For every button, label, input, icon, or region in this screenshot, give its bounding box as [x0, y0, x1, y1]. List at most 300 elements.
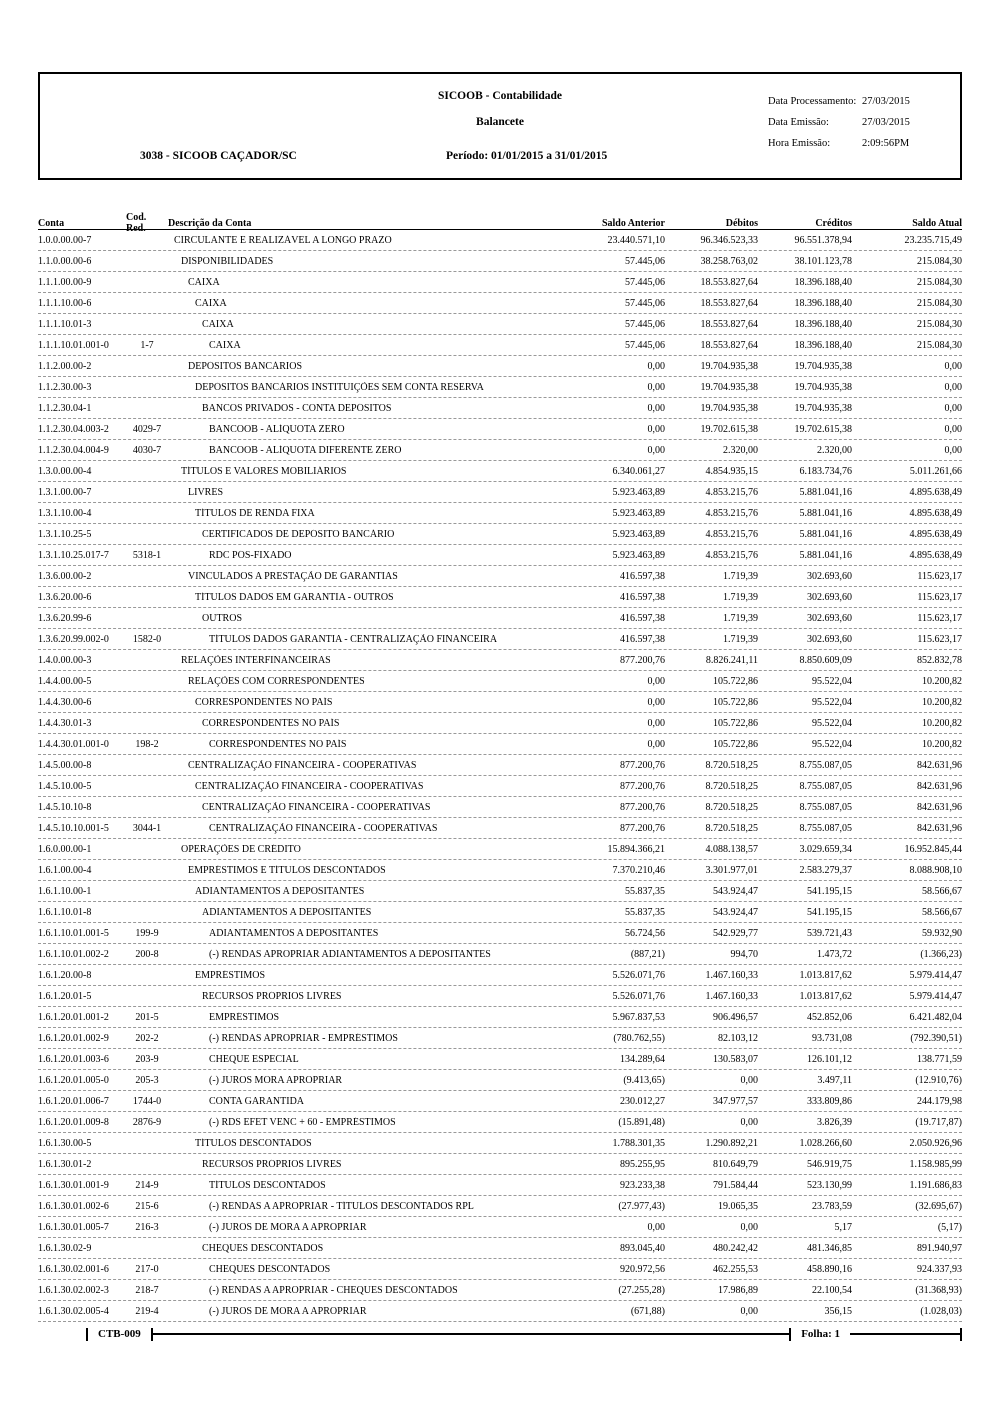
- account-code: 1.6.1.20.01.003-6: [38, 1053, 109, 1065]
- current-balance: 4.895.638,49: [909, 528, 962, 540]
- column-header-debitos: Débitos: [725, 217, 758, 229]
- previous-balance: 877.200,76: [620, 759, 665, 771]
- debits-value: 105.722,86: [713, 738, 758, 750]
- table-row: [38, 1259, 962, 1280]
- account-code: 1.4.0.00.00-3: [38, 654, 92, 666]
- account-code: 1.1.2.30.04.004-9: [38, 444, 109, 456]
- reduced-code: 215-6: [135, 1200, 159, 1212]
- current-balance: 215.084,30: [917, 297, 962, 309]
- table-header-row: [38, 212, 962, 234]
- account-description: VINCULADOS A PRESTAÇÃO DE GARANTIAS: [188, 570, 398, 582]
- table-row: [38, 965, 962, 986]
- account-code: 1.1.0.00.00-6: [38, 255, 92, 267]
- processing-date-value: 27/03/2015: [862, 96, 910, 107]
- account-description: CAIXA: [209, 339, 241, 351]
- reduced-code: 4029-7: [132, 423, 162, 435]
- previous-balance: 23.440.571,10: [607, 234, 665, 246]
- previous-balance: 5.526.071,76: [612, 969, 665, 981]
- account-code: 1.1.1.10.01-3: [38, 318, 92, 330]
- account-code: 1.4.4.30.01-3: [38, 717, 92, 729]
- current-balance: 1.191.686,83: [909, 1179, 962, 1191]
- debits-value: 810.649,79: [713, 1158, 758, 1170]
- previous-balance: 0,00: [647, 402, 665, 414]
- current-balance: 215.084,30: [917, 318, 962, 330]
- table-row: [38, 335, 962, 356]
- reduced-code: 203-9: [135, 1053, 159, 1065]
- credits-value: 19.704.935,38: [794, 360, 852, 372]
- account-code: 1.1.2.30.00-3: [38, 381, 92, 393]
- current-balance: 891.940,97: [917, 1242, 962, 1254]
- debits-value: 19.702.615,38: [700, 423, 758, 435]
- column-header-descricao: Descrição da Conta: [168, 217, 252, 229]
- credits-value: 1.013.817,62: [799, 969, 852, 981]
- debits-value: 8.826.241,11: [705, 654, 758, 666]
- current-balance: 5.011.261,66: [909, 465, 962, 477]
- account-description: CONTA GARANTIDA: [209, 1095, 305, 1107]
- previous-balance: 5.967.837,53: [612, 1011, 665, 1023]
- account-description: BANCOOB - ALÍQUOTA DIFERENTE ZERO: [209, 444, 402, 456]
- table-row: [38, 1238, 962, 1259]
- credits-value: 8.755.087,05: [799, 801, 852, 813]
- current-balance: (12.910,76): [915, 1074, 962, 1086]
- credits-value: 18.396.188,40: [794, 318, 852, 330]
- system-title: SICOOB - Contabilidade: [438, 90, 562, 102]
- credits-value: 8.755.087,05: [799, 759, 852, 771]
- credits-value: 541.195,15: [807, 906, 852, 918]
- previous-balance: 416.597,38: [620, 570, 665, 582]
- previous-balance: 56.724,56: [625, 927, 665, 939]
- debits-value: 1.719,39: [723, 570, 758, 582]
- table-row: [38, 839, 962, 860]
- account-description: (-) RENDAS APROPRIAR ADIANTAMENTOS A DEPOSITANTES: [209, 948, 491, 960]
- debits-value: 0,00: [740, 1221, 758, 1233]
- debits-value: 8.720.518,25: [705, 759, 758, 771]
- current-balance: 10.200,82: [922, 738, 962, 750]
- credits-value: 5.881.041,16: [799, 549, 852, 561]
- account-description: ADIANTAMENTOS A DEPOSITANTES: [202, 906, 372, 918]
- previous-balance: (27.977,43): [618, 1200, 665, 1212]
- previous-balance: 877.200,76: [620, 780, 665, 792]
- previous-balance: 923.233,38: [620, 1179, 665, 1191]
- current-balance: (1.028,03): [920, 1305, 962, 1317]
- debits-value: 4.854.935,15: [705, 465, 758, 477]
- column-header-conta: Conta: [38, 217, 65, 229]
- current-balance: 4.895.638,49: [909, 507, 962, 519]
- credits-value: 333.809,86: [807, 1095, 852, 1107]
- current-balance: (1.366,23): [920, 948, 962, 960]
- account-description: TÍTULOS DADOS EM GARANTIA - OUTROS: [195, 591, 394, 603]
- account-description: EMPRÉSTIMOS: [209, 1011, 280, 1023]
- table-row: [38, 860, 962, 881]
- debits-value: 2.320,00: [723, 444, 758, 456]
- account-code: 1.3.1.00.00-7: [38, 486, 92, 498]
- account-description: CORRESPONDENTES NO PAÍS: [202, 717, 340, 729]
- account-description: (-) JUROS DE MORA A APROPRIAR: [209, 1305, 367, 1317]
- previous-balance: 416.597,38: [620, 591, 665, 603]
- table-row: [38, 776, 962, 797]
- footer-rule: [850, 1333, 960, 1335]
- credits-value: 302.693,60: [807, 591, 852, 603]
- account-code: 1.6.1.30.01.005-7: [38, 1221, 109, 1233]
- table-row: [38, 1049, 962, 1070]
- table-row: [38, 1154, 962, 1175]
- column-header-cod-red: Cod. Red.: [126, 212, 147, 234]
- table-row: [38, 755, 962, 776]
- account-code: 1.4.5.00.00-8: [38, 759, 92, 771]
- account-code: 1.4.4.30.00-6: [38, 696, 92, 708]
- current-balance: 5.979.414,47: [909, 990, 962, 1002]
- credits-value: 95.522,04: [812, 738, 852, 750]
- debits-value: 1.290.892,21: [705, 1137, 758, 1149]
- debits-value: 82.103,12: [718, 1032, 758, 1044]
- page-number: Folha: 1: [801, 1328, 840, 1340]
- account-code: 1.6.1.20.01.002-9: [38, 1032, 109, 1044]
- current-balance: 10.200,82: [922, 696, 962, 708]
- credits-value: 19.704.935,38: [794, 402, 852, 414]
- credits-value: 126.101,12: [807, 1053, 852, 1065]
- reduced-code: 198-2: [135, 738, 159, 750]
- page-footer: [38, 1326, 962, 1342]
- account-description: CORRESPONDENTES NO PAÍS: [209, 738, 347, 750]
- credits-value: 5,17: [834, 1221, 852, 1233]
- debits-value: 543.924,47: [713, 885, 758, 897]
- previous-balance: 57.445,06: [625, 318, 665, 330]
- account-code: 1.6.1.30.01-2: [38, 1158, 92, 1170]
- account-description: OPERAÇÕES DE CRÉDITO: [181, 843, 301, 855]
- emission-date-value: 27/03/2015: [862, 117, 910, 128]
- current-balance: 138.771,59: [917, 1053, 962, 1065]
- debits-value: 18.553.827,64: [700, 276, 758, 288]
- table-row: [38, 482, 962, 503]
- account-description: BANCOS PRIVADOS - CONTA DEPÓSITOS: [202, 402, 392, 414]
- current-balance: 842.631,96: [917, 822, 962, 834]
- account-description: (-) JUROS DE MORA A APROPRIAR: [209, 1221, 367, 1233]
- credits-value: 3.826,39: [817, 1116, 852, 1128]
- table-row: [38, 1301, 962, 1322]
- credits-value: 302.693,60: [807, 570, 852, 582]
- account-code: 1.1.2.30.04.003-2: [38, 423, 109, 435]
- account-code: 1.6.1.20.01-5: [38, 990, 92, 1002]
- credits-value: 2.583.279,37: [799, 864, 852, 876]
- table-row: [38, 713, 962, 734]
- credits-value: 458.890,16: [807, 1263, 852, 1275]
- previous-balance: 0,00: [647, 1221, 665, 1233]
- account-description: CENTRALIZAÇÃO FINANCEIRA - COOPERATIVAS: [188, 759, 417, 771]
- table-row: [38, 1133, 962, 1154]
- previous-balance: 6.340.061,27: [612, 465, 665, 477]
- previous-balance: (671,88): [630, 1305, 665, 1317]
- account-code: 1.6.1.20.00-8: [38, 969, 92, 981]
- account-description: (-) RDS EFET VENC + 60 - EMPRÉSTIMOS: [209, 1116, 396, 1128]
- previous-balance: 0,00: [647, 423, 665, 435]
- previous-balance: 57.445,06: [625, 297, 665, 309]
- table-row: [38, 524, 962, 545]
- reduced-code: 5318-1: [132, 549, 162, 561]
- credits-value: 481.346,85: [807, 1242, 852, 1254]
- reduced-code: 2876-9: [132, 1116, 162, 1128]
- balance-table: [38, 212, 962, 1322]
- account-description: OUTROS: [202, 612, 243, 624]
- debits-value: 19.704.935,38: [700, 360, 758, 372]
- credits-value: 6.183.734,76: [799, 465, 852, 477]
- debits-value: 0,00: [740, 1305, 758, 1317]
- current-balance: 215.084,30: [917, 339, 962, 351]
- account-description: CERTIFICADOS DE DEPÓSITO BANCÁRIO: [202, 528, 395, 540]
- account-description: CHEQUE ESPECIAL: [209, 1053, 299, 1065]
- credits-value: 95.522,04: [812, 696, 852, 708]
- account-description: RELAÇÕES COM CORRESPONDENTES: [188, 675, 365, 687]
- account-code: 1.4.4.00.00-5: [38, 675, 92, 687]
- debits-value: 8.720.518,25: [705, 780, 758, 792]
- account-code: 1.6.1.30.02-9: [38, 1242, 92, 1254]
- table-row: [38, 230, 962, 251]
- debits-value: 18.553.827,64: [700, 318, 758, 330]
- current-balance: 842.631,96: [917, 801, 962, 813]
- current-balance: 0,00: [944, 360, 962, 372]
- previous-balance: 5.923.463,89: [612, 549, 665, 561]
- reduced-code: 214-9: [135, 1179, 159, 1191]
- reduced-code: 216-3: [135, 1221, 159, 1233]
- previous-balance: 55.837,35: [625, 885, 665, 897]
- account-code: 1.3.0.00.00-4: [38, 465, 92, 477]
- account-code: 1.3.1.10.25-5: [38, 528, 92, 540]
- table-row: [38, 650, 962, 671]
- table-row: [38, 398, 962, 419]
- table-row: [38, 881, 962, 902]
- credits-value: 22.100,54: [812, 1284, 852, 1296]
- current-balance: 4.895.638,49: [909, 486, 962, 498]
- debits-value: 4.853.215,76: [705, 528, 758, 540]
- current-balance: 8.088.908,10: [909, 864, 962, 876]
- current-balance: (19.717,87): [915, 1116, 962, 1128]
- previous-balance: 5.923.463,89: [612, 486, 665, 498]
- debits-value: 96.346.523,33: [700, 234, 758, 246]
- debits-value: 8.720.518,25: [705, 801, 758, 813]
- debits-value: 462.255,53: [713, 1263, 758, 1275]
- account-code: 1.6.1.20.01.009-8: [38, 1116, 109, 1128]
- previous-balance: 57.445,06: [625, 255, 665, 267]
- account-description: EMPRÉSTIMOS E TÍTULOS DESCONTADOS: [188, 864, 386, 876]
- current-balance: 852.832,78: [917, 654, 962, 666]
- account-code: 1.1.1.10.00-6: [38, 297, 92, 309]
- table-row: [38, 1070, 962, 1091]
- table-row: [38, 1112, 962, 1133]
- reduced-code: 1582-0: [132, 633, 162, 645]
- account-description: CHEQUES DESCONTADOS: [202, 1242, 324, 1254]
- account-description: CIRCULANTE E REALIZÁVEL A LONGO PRAZO: [174, 234, 392, 246]
- current-balance: 0,00: [944, 402, 962, 414]
- table-row: [38, 692, 962, 713]
- debits-value: 1.719,39: [723, 633, 758, 645]
- account-description: RECURSOS PRÓPRIOS LIVRES: [202, 1158, 342, 1170]
- previous-balance: 57.445,06: [625, 339, 665, 351]
- current-balance: (5,17): [937, 1221, 962, 1233]
- credits-value: 2.320,00: [817, 444, 852, 456]
- current-balance: 0,00: [944, 381, 962, 393]
- account-code: 1.0.0.00.00-7: [38, 234, 92, 246]
- debits-value: 105.722,86: [713, 717, 758, 729]
- table-row: [38, 671, 962, 692]
- table-row: [38, 923, 962, 944]
- current-balance: 58.566,67: [922, 906, 962, 918]
- table-row: [38, 503, 962, 524]
- credits-value: 93.731,08: [812, 1032, 852, 1044]
- account-code: 1.3.6.20.99.002-0: [38, 633, 109, 645]
- account-code: 1.6.1.20.01.005-0: [38, 1074, 109, 1086]
- account-code: 1.6.1.00.00-4: [38, 864, 92, 876]
- report-title: Balancete: [476, 116, 524, 128]
- account-code: 1.3.6.20.99-6: [38, 612, 92, 624]
- account-description: TÍTULOS DESCONTADOS: [195, 1137, 312, 1149]
- debits-value: 1.719,39: [723, 591, 758, 603]
- reduced-code: 3044-1: [132, 822, 162, 834]
- table-row: [38, 944, 962, 965]
- current-balance: 4.895.638,49: [909, 549, 962, 561]
- debits-value: 17.986,89: [718, 1284, 758, 1296]
- table-row: [38, 251, 962, 272]
- credits-value: 302.693,60: [807, 633, 852, 645]
- table-row: [38, 818, 962, 839]
- report-period: Período: 01/01/2015 a 31/01/2015: [446, 150, 608, 162]
- debits-value: 18.553.827,64: [700, 297, 758, 309]
- account-description: (-) RENDAS APROPRIAR - EMPRÉSTIMOS: [209, 1032, 398, 1044]
- previous-balance: 416.597,38: [620, 612, 665, 624]
- credits-value: 541.195,15: [807, 885, 852, 897]
- account-code: 1.4.5.10.10.001-5: [38, 822, 109, 834]
- previous-balance: (27.255,28): [618, 1284, 665, 1296]
- current-balance: 215.084,30: [917, 255, 962, 267]
- debits-value: 1.467.160,33: [705, 969, 758, 981]
- previous-balance: 57.445,06: [625, 276, 665, 288]
- emission-time-label: Hora Emissão:: [768, 138, 831, 149]
- current-balance: 115.623,17: [917, 633, 962, 645]
- previous-balance: 0,00: [647, 381, 665, 393]
- report-header: [38, 72, 962, 180]
- current-balance: 215.084,30: [917, 276, 962, 288]
- debits-value: 0,00: [740, 1116, 758, 1128]
- account-description: RELAÇÕES INTERFINANCEIRAS: [181, 654, 331, 666]
- account-code: 1.3.6.20.00-6: [38, 591, 92, 603]
- account-description: LIVRES: [188, 486, 223, 498]
- account-code: 1.4.5.10.10-8: [38, 801, 92, 813]
- account-code: 1.6.1.30.00-5: [38, 1137, 92, 1149]
- credits-value: 8.850.609,09: [799, 654, 852, 666]
- debits-value: 4.853.215,76: [705, 486, 758, 498]
- credits-value: 3.497,11: [817, 1074, 852, 1086]
- account-code: 1.3.6.00.00-2: [38, 570, 92, 582]
- previous-balance: 0,00: [647, 738, 665, 750]
- account-code: 1.6.1.30.01.002-6: [38, 1200, 109, 1212]
- emission-time-value: 2:09:56PM: [862, 138, 910, 149]
- debits-value: 347.977,57: [713, 1095, 758, 1107]
- current-balance: 842.631,96: [917, 780, 962, 792]
- previous-balance: 5.526.071,76: [612, 990, 665, 1002]
- form-code: CTB-009: [98, 1328, 141, 1340]
- previous-balance: 0,00: [647, 360, 665, 372]
- account-description: DEPÓSITOS BANCÁRIOS INSTITUIÇÕES SEM CONTA RESERVA: [195, 381, 484, 393]
- account-description: CAIXA: [195, 297, 227, 309]
- table-row: [38, 272, 962, 293]
- account-description: CHEQUES DESCONTADOS: [209, 1263, 331, 1275]
- reduced-code: 199-9: [135, 927, 159, 939]
- table-row: [38, 587, 962, 608]
- debits-value: 105.722,86: [713, 675, 758, 687]
- credits-value: 38.101.123,78: [794, 255, 852, 267]
- debits-value: 4.853.215,76: [705, 549, 758, 561]
- current-balance: 924.337,93: [917, 1263, 962, 1275]
- current-balance: 59.932,90: [922, 927, 962, 939]
- account-code: 1.6.0.00.00-1: [38, 843, 92, 855]
- table-row: [38, 629, 962, 650]
- processing-date-row: [768, 96, 910, 117]
- credits-value: 1.473,72: [817, 948, 852, 960]
- previous-balance: (780.762,55): [613, 1032, 665, 1044]
- account-description: CENTRALIZAÇÃO FINANCEIRA - COOPERATIVAS: [209, 822, 438, 834]
- current-balance: 1.158.985,99: [909, 1158, 962, 1170]
- header-meta: [768, 96, 910, 159]
- account-code: 1.6.1.30.02.005-4: [38, 1305, 109, 1317]
- account-code: 1.6.1.20.01.001-2: [38, 1011, 109, 1023]
- previous-balance: 877.200,76: [620, 801, 665, 813]
- debits-value: 4.853.215,76: [705, 507, 758, 519]
- debits-value: 543.924,47: [713, 906, 758, 918]
- current-balance: 58.566,67: [922, 885, 962, 897]
- credits-value: 19.702.615,38: [794, 423, 852, 435]
- table-row: [38, 1280, 962, 1301]
- previous-balance: 0,00: [647, 675, 665, 687]
- debits-value: 19.704.935,38: [700, 381, 758, 393]
- previous-balance: 5.923.463,89: [612, 528, 665, 540]
- credits-value: 95.522,04: [812, 717, 852, 729]
- emission-time-row: [768, 138, 910, 159]
- debits-value: 542.929,77: [713, 927, 758, 939]
- previous-balance: 416.597,38: [620, 633, 665, 645]
- account-description: ADIANTAMENTOS A DEPOSITANTES: [209, 927, 379, 939]
- debits-value: 4.088.138,57: [705, 843, 758, 855]
- credits-value: 539.721,43: [807, 927, 852, 939]
- account-description: TÍTULOS DE RENDA FIXA: [195, 507, 315, 519]
- credits-value: 96.551.378,94: [794, 234, 852, 246]
- account-description: CAIXA: [202, 318, 234, 330]
- debits-value: 105.722,86: [713, 696, 758, 708]
- reduced-code: 201-5: [135, 1011, 159, 1023]
- debits-value: 1.719,39: [723, 612, 758, 624]
- current-balance: 842.631,96: [917, 759, 962, 771]
- table-body: [38, 230, 962, 1322]
- account-description: (-) RENDAS A APROPRIAR - TÍTULOS DESCONTADOS RPL: [209, 1200, 474, 1212]
- account-description: TÍTULOS DESCONTADOS: [209, 1179, 326, 1191]
- debits-value: 18.553.827,64: [700, 339, 758, 351]
- reduced-code: 1744-0: [132, 1095, 162, 1107]
- previous-balance: 0,00: [647, 444, 665, 456]
- credits-value: 18.396.188,40: [794, 276, 852, 288]
- account-code: 1.6.1.10.01.002-2: [38, 948, 109, 960]
- reduced-code: 218-7: [135, 1284, 159, 1296]
- reduced-code: 200-8: [135, 948, 159, 960]
- table-row: [38, 1028, 962, 1049]
- table-row: [38, 461, 962, 482]
- current-balance: 16.952.845,44: [904, 843, 962, 855]
- table-row: [38, 986, 962, 1007]
- previous-balance: (15.891,48): [618, 1116, 665, 1128]
- previous-balance: 134.289,64: [620, 1053, 665, 1065]
- table-row: [38, 1196, 962, 1217]
- credits-value: 1.028.266,60: [799, 1137, 852, 1149]
- reduced-code: 4030-7: [132, 444, 162, 456]
- account-code: 1.6.1.30.02.001-6: [38, 1263, 109, 1275]
- current-balance: 0,00: [944, 423, 962, 435]
- previous-balance: 1.788.301,35: [612, 1137, 665, 1149]
